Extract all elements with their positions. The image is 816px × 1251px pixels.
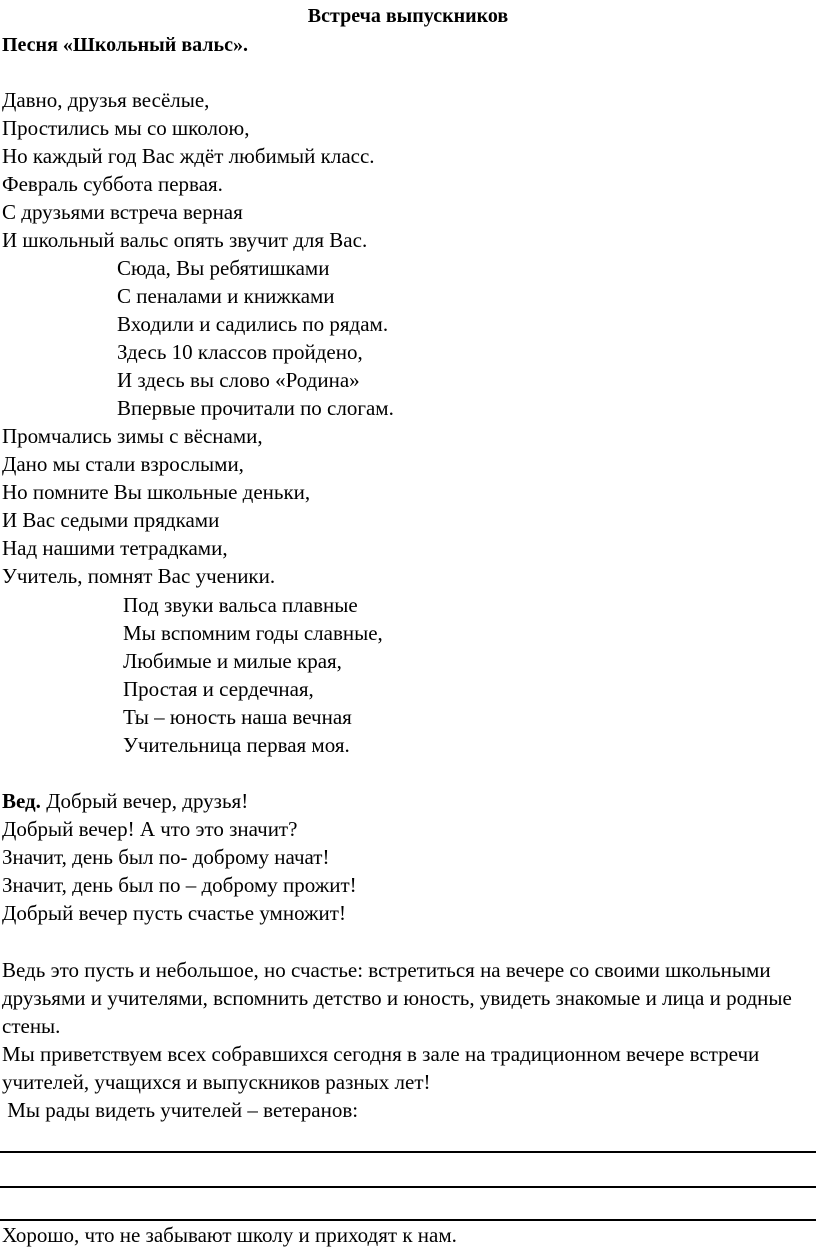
chorus1-line: Входили и садились по рядам. xyxy=(117,312,389,336)
chorus1-line: Впервые прочитали по слогам. xyxy=(117,396,394,420)
chorus2-line: Ты – юность наша вечная xyxy=(123,705,352,729)
chorus2-line: Мы вспомним годы славные, xyxy=(123,621,383,645)
stanza1-line: Но каждый год Вас ждёт любимый класс. xyxy=(2,144,375,168)
stanza2-line: Учитель, помнят Вас ученики. xyxy=(2,564,276,588)
paragraph: Ведь это пусть и небольшое, но счастье: встретиться на вечере со своими школьными друзьями и учителями, вспомнить детство и юность, увидеть знакомые и лица и родные стены. xyxy=(2,958,792,1038)
stanza1-line: И школьный вальс опять звучит для Вас. xyxy=(2,228,368,252)
chorus1-line: Сюда, Вы ребятишками xyxy=(117,256,330,280)
host-line: Значит, день был по- доброму начат! xyxy=(2,845,330,869)
host-line: Добрый вечер! А что это значит? xyxy=(2,817,298,841)
document-title: Встреча выпускников xyxy=(307,5,509,27)
host-line: Добрый вечер пусть счастье умножит! xyxy=(2,901,346,925)
stanza2-line: Промчались зимы с вёснами, xyxy=(2,424,263,448)
chorus2-line: Под звуки вальса плавные xyxy=(123,593,358,617)
host-first-line: Добрый вечер, друзья! xyxy=(40,789,249,813)
stanza1-line: Февраль суббота первая. xyxy=(2,172,223,196)
host-greeting xyxy=(2,789,248,813)
stanza2-line: Дано мы стали взрослыми, xyxy=(2,452,244,476)
host-label: Вед. xyxy=(2,789,41,813)
stanza2-line: Над нашими тетрадками, xyxy=(2,536,228,560)
host-line: Значит, день был по – доброму прожит! xyxy=(2,873,357,897)
stanza2-line: И Вас седыми прядками xyxy=(2,508,220,532)
chorus1-line: С пеналами и книжками xyxy=(117,284,335,308)
blank-line xyxy=(0,1151,816,1153)
blank-line xyxy=(0,1219,816,1221)
blank-line xyxy=(0,1186,816,1188)
stanza1-line: С друзьями встреча верная xyxy=(2,200,243,224)
song-title: Песня «Школьный вальс». xyxy=(2,34,248,56)
chorus2-line: Учительница первая моя. xyxy=(123,733,350,757)
chorus2-line: Любимые и милые края, xyxy=(123,649,342,673)
stanza1-line: Давно, друзья весёлые, xyxy=(2,88,210,112)
chorus2-line: Простая и сердечная, xyxy=(123,677,314,701)
chorus1-line: И здесь вы слово «Родина» xyxy=(117,368,360,392)
paragraph: Мы рады видеть учителей – ветеранов: xyxy=(2,1098,359,1122)
chorus1-line: Здесь 10 классов пройдено, xyxy=(117,340,363,364)
paragraph: Мы приветствуем всех собравшихся сегодня в зале на традиционном вечере встречи учителей, учащихся и выпускников разных лет! xyxy=(2,1042,760,1094)
closing-line: Хорошо, что не забывают школу и приходят к нам. xyxy=(2,1223,457,1247)
stanza1-line: Простились мы со школою, xyxy=(2,116,250,140)
stanza2-line: Но помните Вы школьные деньки, xyxy=(2,480,311,504)
